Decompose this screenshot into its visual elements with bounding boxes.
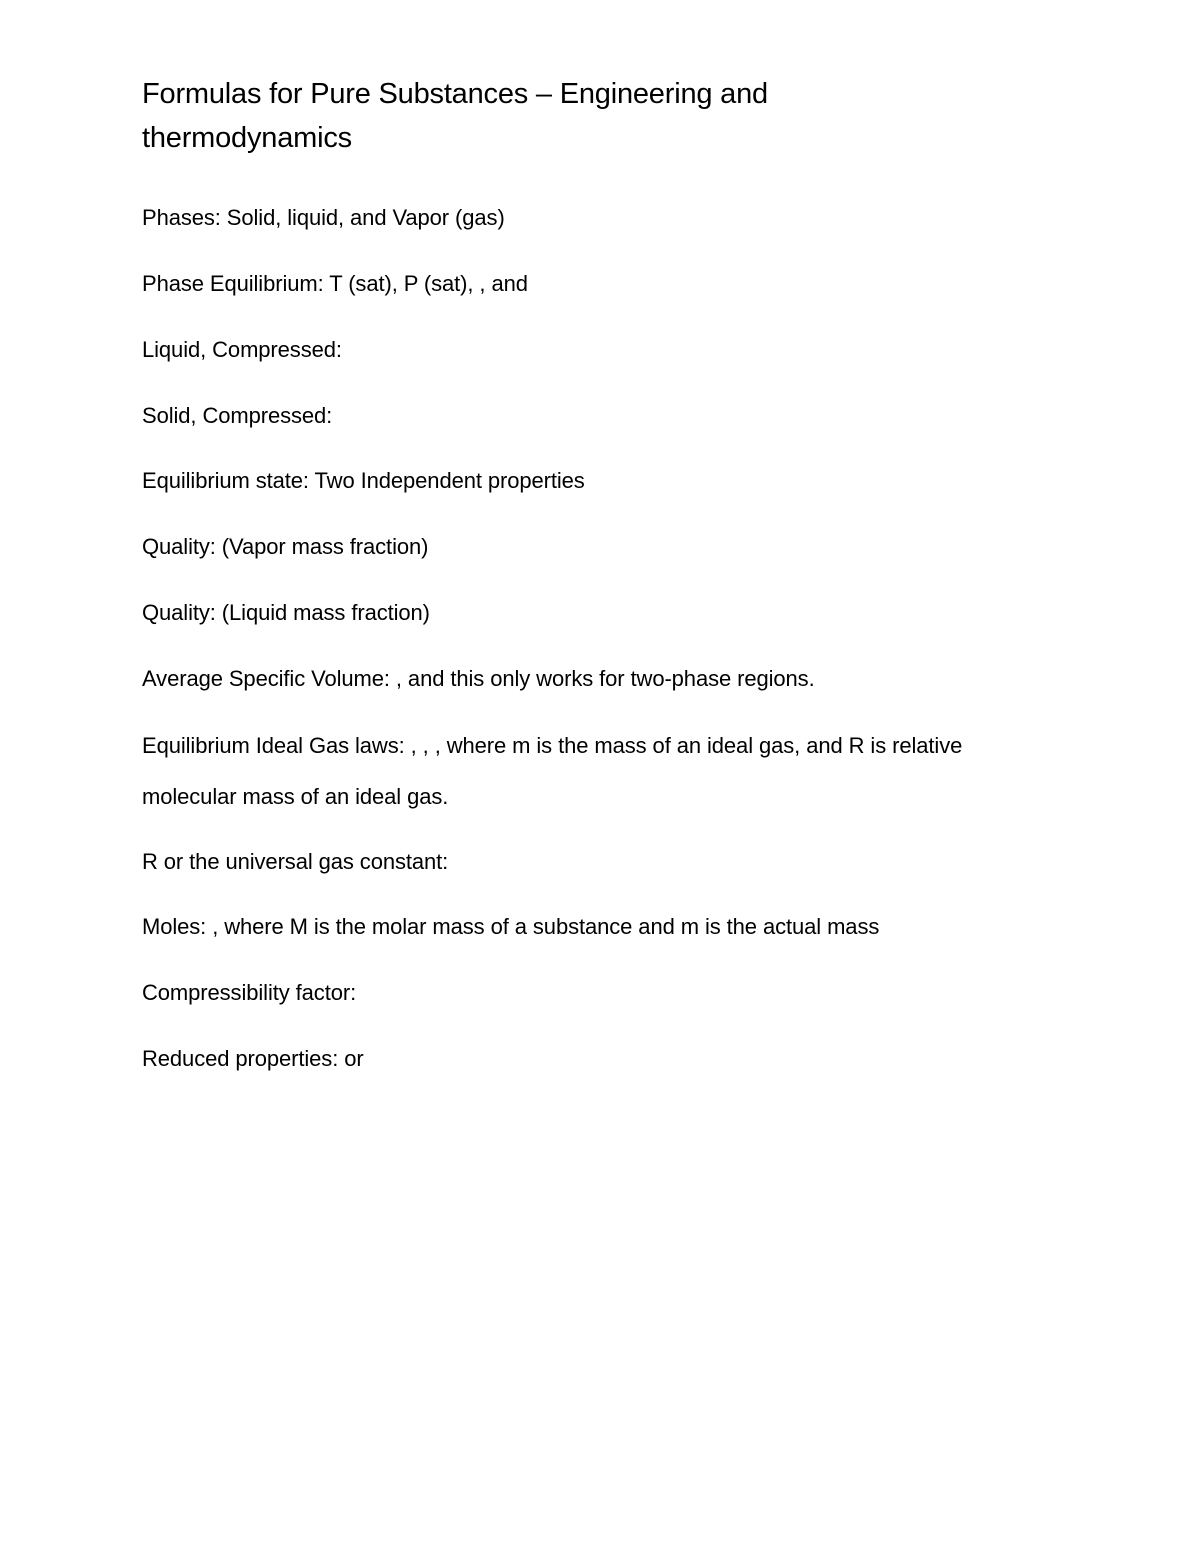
line-universal-gas-constant: R or the universal gas constant: <box>142 849 449 874</box>
line-quality-liquid: Quality: (Liquid mass fraction) <box>142 600 430 625</box>
document-title: Formulas for Pure Substances – Engineering and thermodynamics <box>142 78 768 154</box>
line-reduced-properties: Reduced properties: or <box>142 1046 364 1071</box>
line-phases: Phases: Solid, liquid, and Vapor (gas) <box>142 205 505 230</box>
line-phase-equilibrium: Phase Equilibrium: T (sat), P (sat), , and <box>142 271 528 296</box>
line-compressibility-factor: Compressibility factor: <box>142 980 357 1005</box>
line-quality-vapor: Quality: (Vapor mass fraction) <box>142 534 429 559</box>
line-liquid-compressed: Liquid, Compressed: <box>142 337 342 362</box>
line-solid-compressed: Solid, Compressed: <box>142 403 333 428</box>
line-average-specific-volume: Average Specific Volume: , and this only works for two-phase regions. <box>142 666 815 691</box>
line-moles: Moles: , where M is the molar mass of a substance and m is the actual mass <box>142 914 880 939</box>
line-ideal-gas-laws: Equilibrium Ideal Gas laws: , , , where m is the mass of an ideal gas, and R is relative molecular mass of an ideal gas. <box>142 733 963 809</box>
line-equilibrium-state: Equilibrium state: Two Independent properties <box>142 468 585 493</box>
